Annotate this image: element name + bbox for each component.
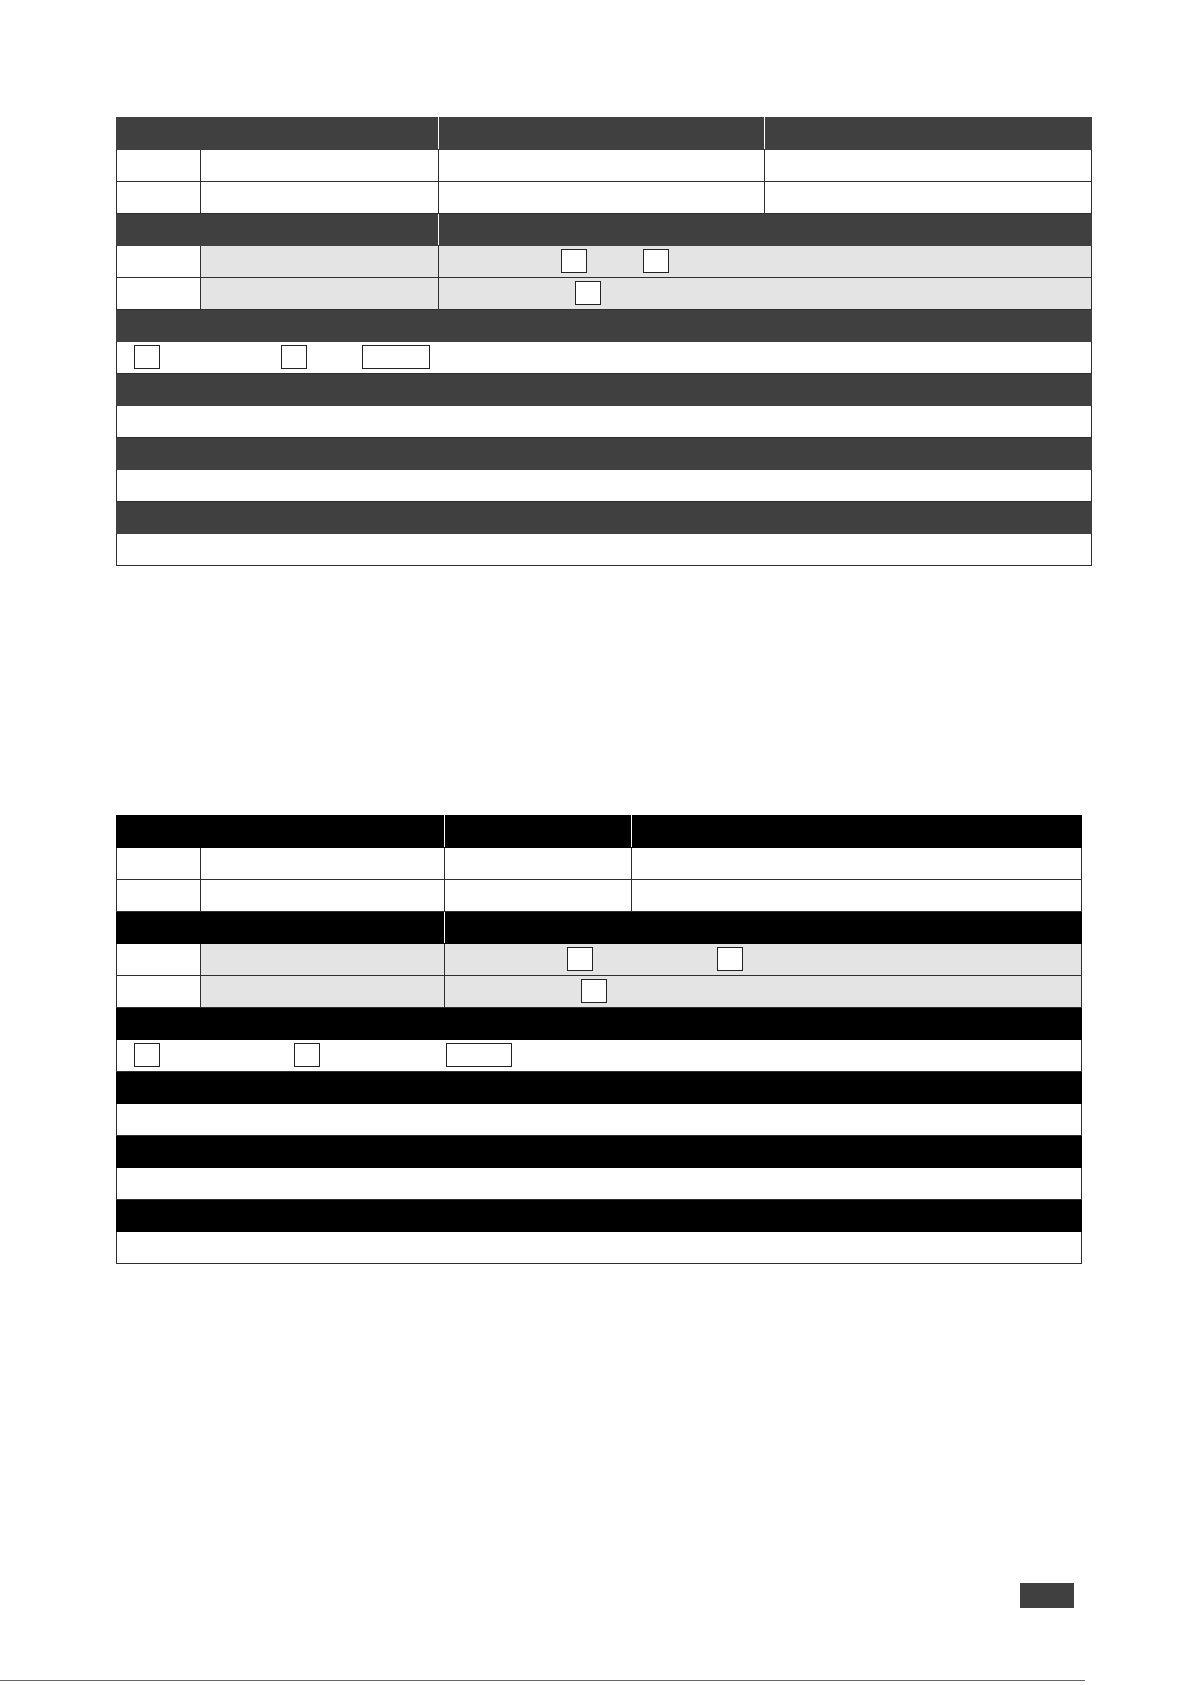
form-2-option-bar-cell bbox=[117, 1040, 1082, 1072]
form-2-block-3-content[interactable] bbox=[117, 1232, 1082, 1264]
form-2-block-1-header-row bbox=[117, 1072, 1082, 1104]
form-2-row-2-field-1[interactable] bbox=[201, 880, 445, 912]
form-2-row bbox=[117, 880, 1082, 912]
form-1-header-cell-2 bbox=[439, 118, 765, 150]
form-1-block-2-header-row bbox=[117, 438, 1092, 470]
footer-rule bbox=[0, 1680, 1085, 1681]
checkbox[interactable] bbox=[134, 1043, 160, 1067]
form-1-section-header-cell-2 bbox=[439, 214, 1092, 246]
checkbox[interactable] bbox=[581, 979, 607, 1003]
form-1-row-2-field-1[interactable] bbox=[201, 182, 439, 214]
form-2-shaded-row-2-field[interactable] bbox=[201, 976, 445, 1008]
form-1-row-1-label bbox=[117, 150, 201, 182]
spec-form-1 bbox=[116, 117, 1092, 566]
checkbox[interactable] bbox=[575, 281, 601, 305]
form-2-row-1-field-3[interactable] bbox=[632, 848, 1082, 880]
form-2-block-1-header bbox=[117, 1072, 1082, 1104]
form-1-block-3-header bbox=[117, 502, 1092, 534]
form-1-shaded-row-1-label bbox=[117, 246, 201, 278]
form-2-row-2-field-3[interactable] bbox=[632, 880, 1082, 912]
form-1-row bbox=[117, 150, 1092, 182]
form-2-row bbox=[117, 848, 1082, 880]
form-1-block-1-content[interactable] bbox=[117, 406, 1092, 438]
form-2-option-bar bbox=[117, 1040, 1082, 1072]
form-1-block-1-row bbox=[117, 406, 1092, 438]
form-2-section-header-cell-1 bbox=[117, 912, 445, 944]
form-1-shaded-row-2-field[interactable] bbox=[201, 278, 439, 310]
form-1-block-2-header bbox=[117, 438, 1092, 470]
checkbox[interactable] bbox=[134, 345, 160, 369]
form-1-section-header bbox=[117, 214, 1092, 246]
form-1-row-1-field-3[interactable] bbox=[765, 150, 1092, 182]
form-1-row-2-field-2[interactable] bbox=[439, 182, 765, 214]
form-1-shaded-row bbox=[117, 278, 1092, 310]
form-2-row-2-label bbox=[117, 880, 201, 912]
form-1-block-1-header-row bbox=[117, 374, 1092, 406]
checkbox[interactable] bbox=[717, 947, 743, 971]
form-1-row bbox=[117, 182, 1092, 214]
checkbox[interactable] bbox=[294, 1043, 320, 1067]
form-1-header-row bbox=[117, 118, 1092, 150]
checkbox[interactable] bbox=[643, 249, 669, 273]
form-2-block-2-content[interactable] bbox=[117, 1168, 1082, 1200]
form-2-shaded-row-1-field[interactable] bbox=[201, 944, 445, 976]
form-2-section-header bbox=[117, 912, 1082, 944]
form-2-header-cell-3 bbox=[632, 816, 1082, 848]
checkbox[interactable] bbox=[567, 947, 593, 971]
form-2-block-1-row bbox=[117, 1104, 1082, 1136]
form-2-shaded-row-1-label bbox=[117, 944, 201, 976]
form-1-row-1-field-2[interactable] bbox=[439, 150, 765, 182]
form-1-section-header-cell-1 bbox=[117, 214, 439, 246]
form-2-row-1-field-2[interactable] bbox=[445, 848, 632, 880]
form-1-shaded-row-2-label bbox=[117, 278, 201, 310]
form-2-shaded-row bbox=[117, 976, 1082, 1008]
text-field[interactable] bbox=[362, 345, 430, 369]
form-1-header-cell-1 bbox=[117, 118, 439, 150]
form-2-shaded-row-1-options bbox=[445, 944, 1082, 976]
form-2-block-2-row bbox=[117, 1168, 1082, 1200]
form-1-shaded-row bbox=[117, 246, 1092, 278]
form-1-block-3-header-row bbox=[117, 502, 1092, 534]
form-2-row-1-field-1[interactable] bbox=[201, 848, 445, 880]
form-1-block-3-row bbox=[117, 534, 1092, 566]
form-1-option-bar-header-row bbox=[117, 310, 1092, 342]
form-1-block-2-row bbox=[117, 470, 1092, 502]
form-2-shaded-row-2-label bbox=[117, 976, 201, 1008]
form-1-block-1-header bbox=[117, 374, 1092, 406]
form-2-header-cell-1 bbox=[117, 816, 445, 848]
form-2-block-1-content[interactable] bbox=[117, 1104, 1082, 1136]
form-1-shaded-row-2-options bbox=[439, 278, 1092, 310]
form-1-header-cell-3 bbox=[765, 118, 1092, 150]
form-2-block-3-row bbox=[117, 1232, 1082, 1264]
form-1-row-2-field-3[interactable] bbox=[765, 182, 1092, 214]
form-2-shaded-row bbox=[117, 944, 1082, 976]
form-2-option-bar-header-row bbox=[117, 1008, 1082, 1040]
page-number-tab bbox=[1020, 1583, 1074, 1608]
form-1-block-3-content[interactable] bbox=[117, 534, 1092, 566]
form-1-option-bar-cell bbox=[117, 342, 1092, 374]
form-2-shaded-row-2-options bbox=[445, 976, 1082, 1008]
form-1-shaded-row-1-options bbox=[439, 246, 1092, 278]
form-2-section-header-cell-2 bbox=[445, 912, 1082, 944]
form-2-header-row bbox=[117, 816, 1082, 848]
form-1-row-1-field-1[interactable] bbox=[201, 150, 439, 182]
spec-form-2 bbox=[116, 815, 1082, 1264]
form-2-option-bar-header bbox=[117, 1008, 1082, 1040]
checkbox[interactable] bbox=[561, 249, 587, 273]
form-2-row-2-field-2[interactable] bbox=[445, 880, 632, 912]
form-2-block-2-header bbox=[117, 1136, 1082, 1168]
form-2-block-3-header bbox=[117, 1200, 1082, 1232]
checkbox[interactable] bbox=[281, 345, 307, 369]
form-2-row-1-label bbox=[117, 848, 201, 880]
form-2-header-cell-2 bbox=[445, 816, 632, 848]
form-1-shaded-row-1-field[interactable] bbox=[201, 246, 439, 278]
form-2-block-3-header-row bbox=[117, 1200, 1082, 1232]
form-1-row-2-label bbox=[117, 182, 201, 214]
form-2-block-2-header-row bbox=[117, 1136, 1082, 1168]
form-1-option-bar bbox=[117, 342, 1092, 374]
text-field[interactable] bbox=[446, 1043, 512, 1067]
form-1-block-2-content[interactable] bbox=[117, 470, 1092, 502]
form-1-option-bar-header bbox=[117, 310, 1092, 342]
